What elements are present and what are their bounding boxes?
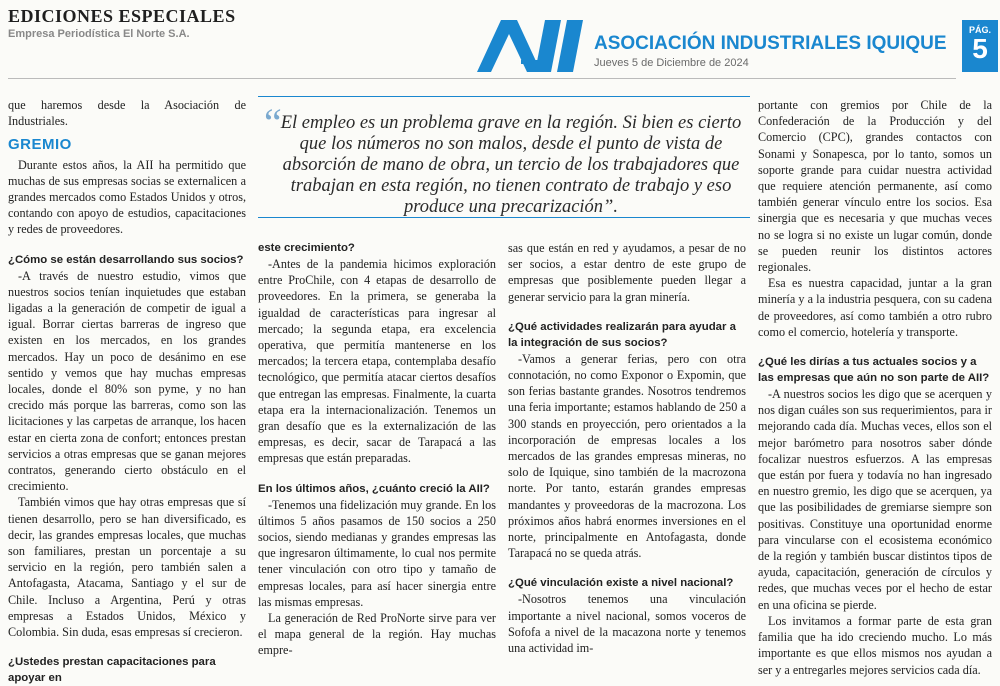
column-2	[258, 240, 496, 658]
interview-answer: También vimos que hay otras empresas que sí tienen desarrollo, pero se han diversificado, es decir, las grandes empresas locales, que muchas son familiares, prestan un porcentaje a su servicio en la región, pero también salen a Antofagasta, Atacama, Santiago y el sur de Chile. Incluso a Argentina, Perú y otras empresas a Estados Unidos, México y Colombia. Sin duda, esas empresas sí crecieron.	[8, 495, 246, 640]
interview-question: En los últimos años, ¿cuánto creció la AII?	[258, 482, 490, 495]
column-1	[8, 97, 246, 685]
paragraph: portante con gremios por Chile de la Confederación de la Producción y del Comercio (CPC), grandes contactos con Sonami y Sonapesca, por lo tanto, somos un soporte grande para cuidar nuestra actividad que requiere atención permanente, así como también generar vínculo entre los socios. Esa sinergia que es necesaria y que muchas veces no se logra si no existe un lugar común, donde se pueden reunir los distintos actores regionales.	[758, 98, 992, 275]
interview-answer: Los invitamos a formar parte de esta gran familia que ha ido creciendo mucho. Lo más importante es que ellos mismos nos ayudan a ser y a entregarles mejores servicios cada día.	[758, 613, 992, 677]
gremio-heading: GREMIO	[8, 136, 72, 154]
paragraph: sas que están en red y ayudamos, a pesar de no ser socios, a estar dentro de este grupo de empresas que posiblemente pueden llegar a generar servicio para la gran minería.	[508, 241, 746, 304]
header-rule	[8, 78, 956, 79]
section-title: EDICIONES ESPECIALES	[8, 6, 236, 26]
paragraph: Esa es nuestra capacidad, juntar a la gran minería y a la industria pesquera, con su cadena de proveedores, así como también a otro rubro como el comercio, hotelería y transporte.	[758, 276, 992, 339]
interview-question: ¿Ustedes prestan capacitaciones para apoyar en	[8, 656, 216, 685]
quote-mark-icon: “	[264, 100, 282, 145]
paragraph: Durante estos años, la AII ha permitido que muchas de sus empresas socias se externalicen a grandes mercados como Estados Unidos y otros, contando con apoyo de estudios, capacitaciones y redes de proveedores.	[8, 157, 246, 237]
interview-question: este crecimiento?	[258, 242, 355, 254]
interview-answer: -Nosotros tenemos una vinculación importante a nivel nacional, somos voceros de Sofofa a nivel de la macazona norte y tenemos una actividad im-	[508, 592, 746, 656]
interview-answer: La generación de Red ProNorte sirve para ver el mapa general de la región. Hay muchas empre-	[258, 611, 496, 658]
pull-quote	[258, 96, 750, 218]
page-number-box	[962, 20, 998, 72]
interview-answer: -Tenemos una fidelización muy grande. En los últimos 5 años pasamos de 150 socios a 250 socios, siendo medianas y grandes empresas las que ingresaron últimamente, lo cual nos permite tener vinculación con otro tipo y tamaño de empresas locales, para así hacer sinergia entre las mismas empresas.	[258, 497, 496, 609]
interview-answer: -A nuestros socios les digo que se acerquen y nos digan cuáles son sus requerimientos, para ir mejorando cada día. Muchas veces, ellos son el mejor barómetro para nosotros saber dónde focalizar nuestros esfuerzos. A las empresas que están por fuera y todavía no han ingresado en nuestro gremio, les digo que se acerquen, ya que las posibilidades de gremiarse siempre son positivas. Constituye una oportunidad enorme para vincularse con el ecosistema económico de la región y también buscar distintos tipos de ayuda, capacitación, generación de círculos y redes, que muchas veces por el hecho de estar en una oficina se pierde.	[758, 387, 992, 612]
interview-answer: -A través de nuestro estudio, vimos que nuestros socios tenían inquietudes que estaban ligadas a la generación de competir de igual a igual. Borrar ciertas barreras de ingreso que existen en los mercados, en los grandes mercados. Hay un poco de desánimo en ese sentido y vemos que hay muchas empresas locales, donde el 80% son pyme, y no han crecido más porque las barreras, como son las licitaciones y las carpetas de arranque, los hacen estar en cierta zona de confort; entonces prestan servicios a otras empresas que se ganan mejores contratos, generando cierto obstáculo en el crecimiento.	[8, 268, 246, 494]
pull-quote-text: El empleo es un problema grave en la región. Si bien es cierto que los números no son malos, desde el punto de vista de absorción de mano de obra, un tercio de los trabajadores que trabajan en esta región, no tienen contrato de trabajo y eso produce una precarización”.	[280, 113, 742, 217]
organization-name: ASOCIACIÓN INDUSTRIALES IQUIQUE	[594, 33, 947, 54]
interview-question: ¿Qué les dirías a tus actuales socios y a las empresas que aún no son parte de AII?	[758, 356, 990, 385]
page-label: PÁG.	[968, 25, 991, 35]
interview-answer: -Vamos a generar ferias, pero con otra connotación, no como Exponor o Expomin, que son ferias bastante grandes. Nosotros tendremos una feria importante; estamos hablando de 250 a 300 stands en proyección, pero orientados a la incorporación de empresas locales a los mercados de las grandes empresas mineras, no solo de Iquique, sino también de la macrozona norte. Por tanto, estarán grandes empresas mandantes y proveedoras de la macrozona. Los próximos años habrá enormes inversiones en el norte, principalmente en Antofagasta, donde Tarapacá no se queda atrás.	[508, 351, 746, 561]
column-3	[508, 240, 746, 655]
interview-answer: -Antes de la pandemia hicimos exploración entre ProChile, con 4 etapas de desarrollo de proveedores. En la primera, se generaba la igualdad de características para ingresar al mercado; la segunda etapa, era excelencia operativa, que permitía mantenerse en los mercados; la tercera etapa, contemplaba desafío tecnológico, que permitía atacar ciertos desafíos que entregan las empresas. Finalmente, la cuarta etapa era la internacionalización. Tenemos un gran desafío que es la externalización de las empresas, es decir, sacar de Tarapacá a las empresas que están preparadas.	[258, 257, 496, 466]
page-number: 5	[972, 33, 988, 64]
aii-logo	[477, 20, 587, 72]
publisher-name: Empresa Periodística El Norte S.A.	[8, 28, 190, 40]
interview-question: ¿Qué actividades realizarán para ayudar a la integración de sus socios?	[508, 320, 736, 349]
section-header	[8, 6, 236, 40]
column-4	[758, 97, 992, 677]
intro-line: que haremos desde la Asociación de Industriales.	[8, 98, 246, 129]
interview-question: ¿Cómo se están desarrollando sus socios?	[8, 253, 244, 266]
issue-date: Jueves 5 de Diciembre de 2024	[594, 57, 749, 69]
interview-question: ¿Qué vinculación existe a nivel nacional?	[508, 577, 734, 590]
